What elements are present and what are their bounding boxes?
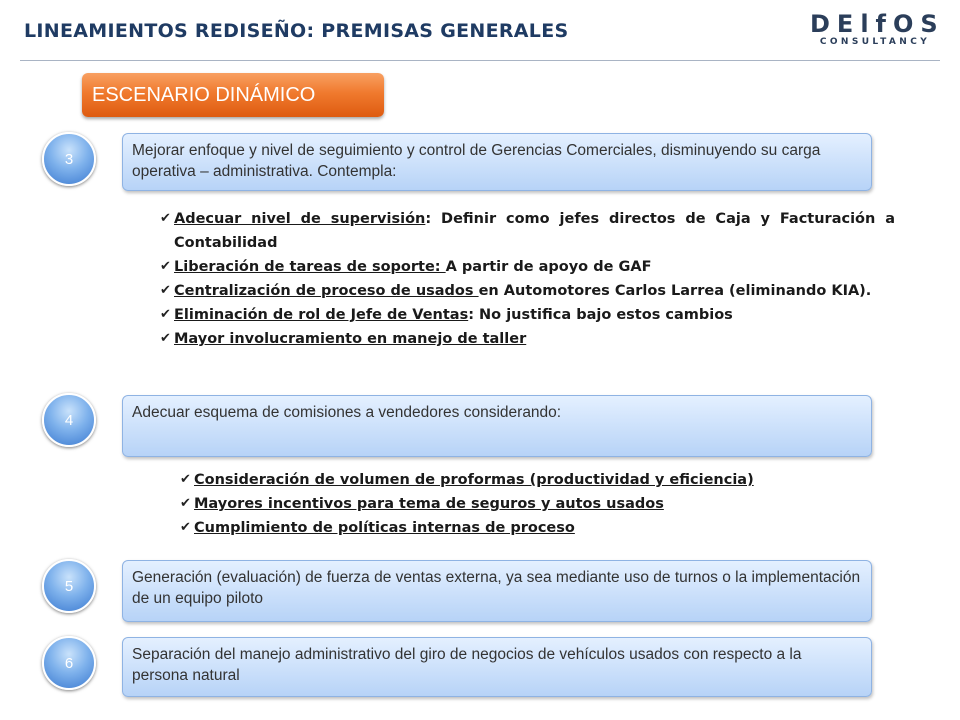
section-box-5: Generación (evaluación) de fuerza de ventas externa, ya sea mediante uso de turnos o la implementación de un equipo piloto	[122, 560, 872, 622]
checkmark-icon: ✔	[160, 211, 171, 226]
number-badge-3: 3	[42, 132, 96, 186]
section-box-6: Separación del manejo administrativo del giro de negocios de vehículos usados con respecto a la persona natural	[122, 637, 872, 697]
scenario-banner: ESCENARIO DINÁMICO	[82, 73, 384, 117]
list-item: ✔ Liberación de tareas de soporte: A partir de apoyo de GAF	[160, 255, 895, 279]
number-badge-4: 4	[42, 393, 96, 447]
number-badge-5: 5	[42, 559, 96, 613]
checkmark-icon: ✔	[160, 331, 171, 346]
list-item: ✔ Cumplimiento de políticas internas de proceso	[180, 516, 880, 540]
list-item: ✔ Centralización de proceso de usados en Automotores Carlos Larrea (eliminando KIA).	[160, 279, 895, 303]
section-box-4: Adecuar esquema de comisiones a vendedores considerando:	[122, 395, 872, 457]
section-box-3: Mejorar enfoque y nivel de seguimiento y control de Gerencias Comerciales, disminuyendo su carga operativa – administrativa. Contempla:	[122, 133, 872, 191]
page-title: LINEAMIENTOS REDISEÑO: PREMISAS GENERALES	[24, 20, 569, 42]
checkmark-icon: ✔	[180, 472, 191, 487]
header-divider	[20, 60, 940, 61]
checkmark-icon: ✔	[180, 520, 191, 535]
checkmark-icon: ✔	[180, 496, 191, 511]
logo-subtitle: CONSULTANCY	[819, 37, 931, 47]
list-item: ✔ Mayor involucramiento en manejo de taller	[160, 327, 895, 351]
checkmark-icon: ✔	[160, 307, 171, 322]
checkmark-icon: ✔	[160, 259, 171, 274]
list-item: ✔ Consideración de volumen de proformas (productividad y eficiencia)	[180, 468, 880, 492]
bullet-list-4	[180, 468, 880, 540]
number-badge-6: 6	[42, 636, 96, 690]
bullet-list-3	[160, 207, 895, 351]
list-item: ✔ Adecuar nivel de supervisión: Definir como jefes directos de Caja y Facturación a Contabilidad	[160, 207, 895, 255]
checkmark-icon: ✔	[160, 283, 171, 298]
company-logo	[810, 10, 945, 48]
list-item: ✔ Eliminación de rol de Jefe de Ventas: No justifica bajo estos cambios	[160, 303, 895, 327]
list-item: ✔ Mayores incentivos para tema de seguros y autos usados	[180, 492, 880, 516]
logo-wordmark: DElfOS	[810, 10, 945, 38]
